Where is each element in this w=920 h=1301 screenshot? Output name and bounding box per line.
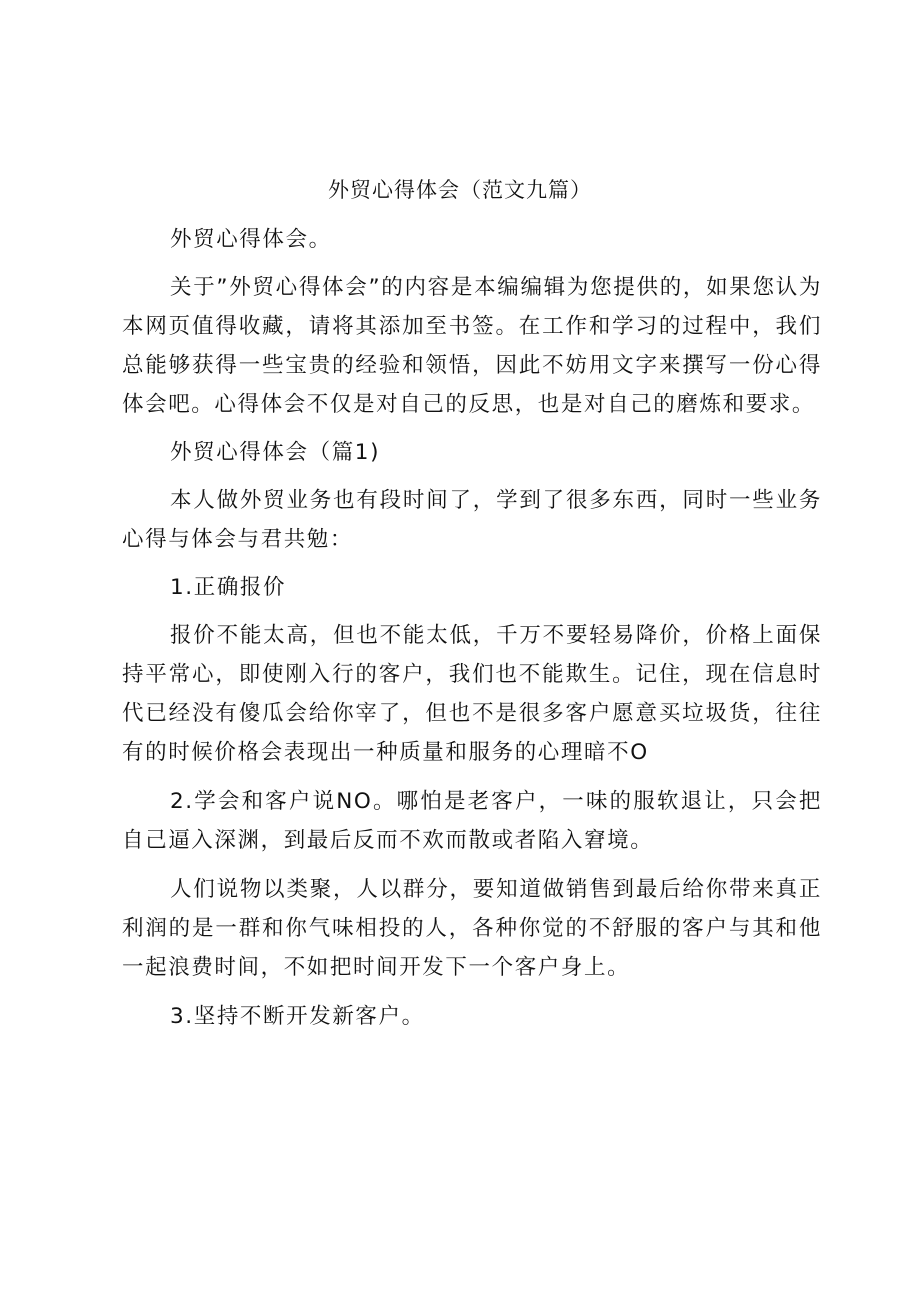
section-intro-paragraph: 本人做外贸业务也有段时间了，学到了很多东西，同时一些业务心得与体会与君共勉： <box>122 488 822 552</box>
point-1-heading: 1.正确报价 <box>170 575 287 600</box>
description-paragraph: 关于”外贸心得体会”的内容是本编编辑为您提供的，如果您认为本网页值得收藏，请将其添加至书签。在工作和学习的过程中，我们总能够获得一些宝贵的经验和领悟，因此不妨用文字来撰写一份心得体会吧。心得体会不仅是对自己的反思，也是对自己的磨炼和要求。 <box>122 275 822 417</box>
point-3-heading: 3.坚持不断开发新客户。 <box>170 1004 425 1029</box>
point-1-paragraph: 报价不能太高，但也不能太低，千万不要轻易降价，价格上面保持平常心，即使刚入行的客户，我们也不能欺生。记住，现在信息时代已经没有傻瓜会给你宰了，但也不是很多客户愿意买垃圾货，往往有的时候价格会表现出一种质量和服务的心理暗不O <box>122 623 822 765</box>
point-2-followup-paragraph: 人们说物以类聚，人以群分，要知道做销售到最后给你带来真正利润的是一群和你气味相投的人，各种你觉的不舒服的客户与其和他一起浪费时间，不如把时间开发下一个客户身上。 <box>122 877 822 980</box>
point-2-paragraph: 2.学会和客户说NO。哪怕是老客户，一味的服软退让，只会把自己逼入深渊，到最后反而不欢而散或者陷入窘境。 <box>122 789 822 853</box>
intro-paragraph: 外贸心得体会。 <box>170 227 332 252</box>
document-title: 外贸心得体会（范文九篇） <box>328 178 592 202</box>
document-body <box>122 220 822 1036</box>
section-heading: 外贸心得体会（篇1) <box>170 440 381 465</box>
